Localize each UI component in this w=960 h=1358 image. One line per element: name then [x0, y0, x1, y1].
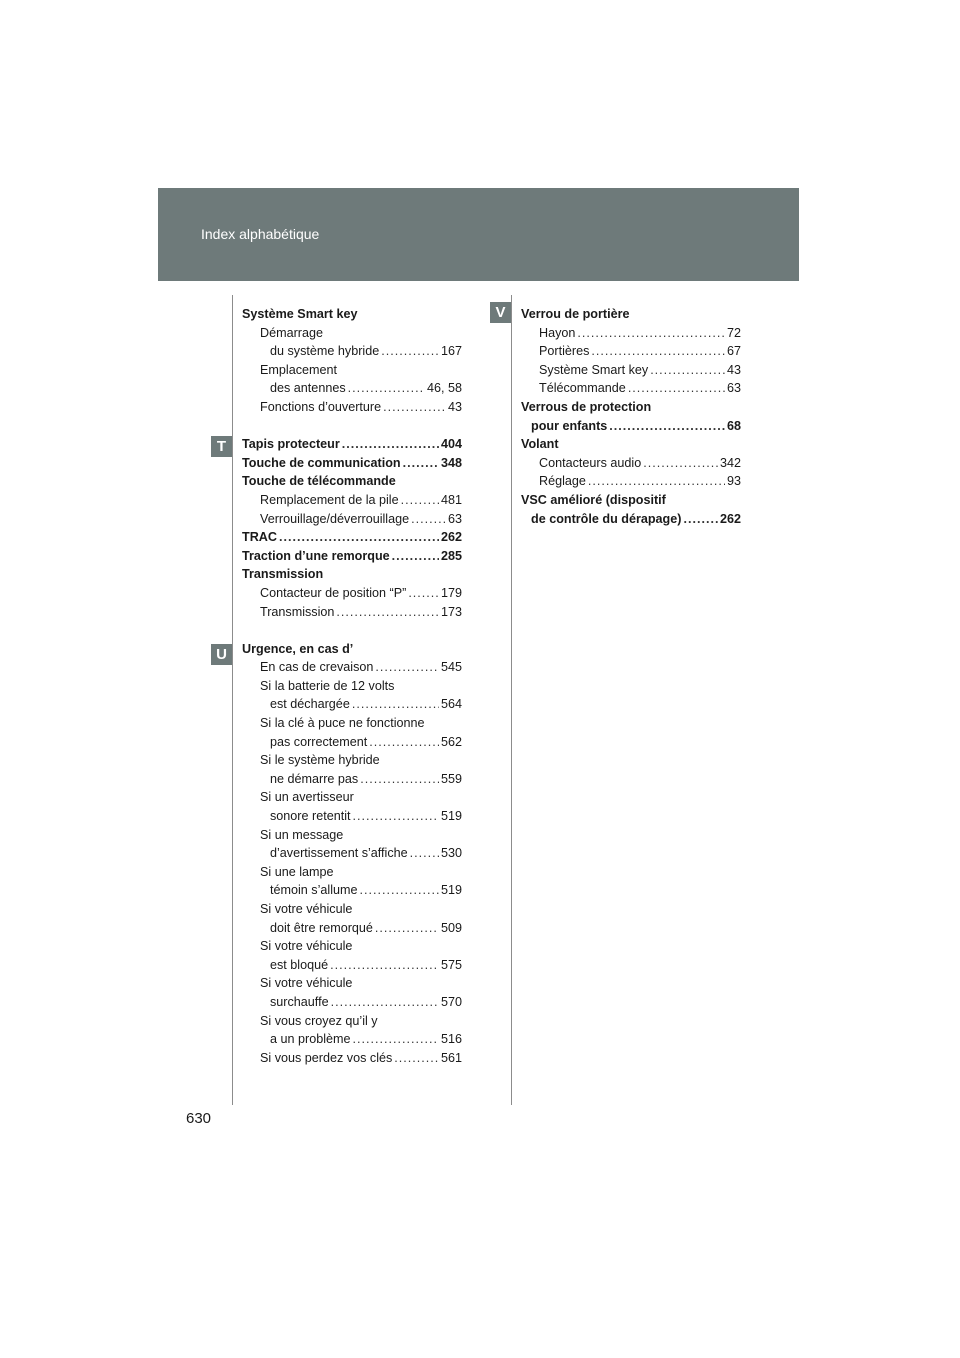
index-entry-text: TRAC — [242, 530, 277, 545]
index-entry-text: Transmission — [242, 567, 324, 582]
dot-leader — [591, 342, 725, 361]
index-entry — [242, 974, 462, 993]
index-column-left — [242, 305, 462, 1067]
dot-leader — [609, 417, 725, 436]
index-entry — [521, 398, 741, 417]
index-entry — [242, 454, 462, 473]
index-entry — [242, 919, 462, 938]
index-entry — [242, 826, 462, 845]
index-entry-text: Tapis protecteur — [242, 437, 340, 452]
letter-tab-v: V — [490, 302, 511, 323]
dot-leader — [410, 844, 439, 863]
dot-leader — [353, 1030, 439, 1049]
index-entry-page[interactable]: 63 — [726, 381, 741, 396]
column-divider-left — [232, 295, 233, 1105]
index-entry — [242, 956, 462, 975]
index-entry — [242, 603, 462, 622]
index-entry — [242, 751, 462, 770]
index-entry-text: d’avertissement s’affiche — [270, 846, 408, 861]
index-entry-text: Si la clé à puce ne fonctionne — [260, 716, 425, 731]
column-divider-middle — [511, 295, 512, 1105]
index-entry-page[interactable]: 519 — [440, 809, 462, 824]
dot-leader — [375, 919, 439, 938]
index-entry — [242, 993, 462, 1012]
index-entry-page[interactable]: 348 — [440, 455, 462, 470]
index-entry-text: Si la batterie de 12 volts — [260, 678, 395, 693]
letter-tab-t: T — [211, 436, 232, 457]
index-entry-text: Contacteur de position “P” — [260, 585, 407, 600]
index-entry-page[interactable]: 509 — [440, 920, 462, 935]
index-entry-text: Si votre véhicule — [260, 976, 353, 991]
index-entry — [242, 342, 462, 361]
index-entry-text: est déchargée — [270, 697, 350, 712]
index-entry-page[interactable]: 43 — [447, 399, 462, 414]
index-entry — [242, 361, 462, 380]
index-entry — [521, 491, 741, 510]
index-entry — [242, 528, 462, 547]
index-entry-page[interactable]: 167 — [440, 344, 462, 359]
index-entry-text: a un problème — [270, 1032, 351, 1047]
index-entry-text: Remplacement de la pile — [260, 492, 399, 507]
index-entry-page[interactable]: 559 — [440, 771, 462, 786]
page-number: 630 — [186, 1110, 212, 1127]
dot-leader — [369, 733, 439, 752]
index-entry — [242, 863, 462, 882]
index-entry — [242, 695, 462, 714]
index-entry-text: Touche de communication — [242, 455, 401, 470]
index-entry-text: Si votre véhicule — [260, 902, 353, 916]
index-entry — [242, 1030, 462, 1049]
dot-leader — [279, 528, 439, 547]
index-entry-text: Traction d’une remorque — [242, 548, 390, 563]
index-entry-text: Si vous croyez qu’il y — [260, 1013, 378, 1028]
index-entry-text: Système Smart key — [539, 362, 649, 377]
index-entry-page[interactable]: 519 — [440, 883, 462, 898]
index-entry-page[interactable]: 262 — [440, 530, 462, 545]
index-entry-text: témoin s’allume — [270, 883, 358, 898]
index-entry-page[interactable]: 285 — [440, 548, 462, 563]
index-entry-page[interactable]: 481 — [440, 492, 462, 507]
index-entry-text: surchauffe — [270, 994, 329, 1009]
index-entry-text: Verrous de protection — [521, 399, 652, 414]
index-entry — [521, 342, 741, 361]
index-entry-text: Réglage — [539, 474, 586, 489]
index-entry-page[interactable]: 179 — [440, 585, 462, 600]
index-entry — [242, 640, 462, 659]
index-entry — [521, 454, 741, 473]
index-entry-text: des antennes — [270, 381, 346, 396]
index-entry-text: VSC amélioré (dispositif — [521, 492, 666, 507]
index-entry — [242, 844, 462, 863]
index-entry — [521, 472, 741, 491]
index-entry-text: ne démarre pas — [270, 771, 359, 786]
index-entry-text: Verrou de portière — [521, 307, 630, 321]
group-spacer — [242, 417, 462, 436]
index-entry — [521, 435, 741, 454]
page-header — [158, 188, 799, 281]
index-entry-page[interactable]: 575 — [440, 957, 462, 972]
dot-leader — [403, 454, 439, 473]
index-entry — [521, 417, 741, 436]
index-entry — [242, 435, 462, 454]
index-entry-page[interactable]: 43 — [726, 362, 741, 377]
index-entry-text: du système hybride — [270, 344, 380, 359]
index-entry-text: Fonctions d’ouverture — [260, 399, 382, 414]
index-entry — [242, 881, 462, 900]
index-entry — [242, 1049, 462, 1068]
index-entry-page[interactable]: 46, 58 — [426, 381, 462, 396]
index-entry-text: Contacteurs audio — [539, 455, 642, 470]
dot-leader — [408, 584, 439, 603]
index-entry-page[interactable]: 262 — [719, 511, 741, 526]
index-entry-page[interactable]: 342 — [719, 455, 741, 470]
index-entry — [242, 900, 462, 919]
index-entry — [521, 361, 741, 380]
index-entry-page[interactable]: 68 — [726, 418, 741, 433]
index-entry — [242, 770, 462, 789]
index-entry-text: de contrôle du dérapage) — [531, 511, 682, 526]
dot-leader — [392, 547, 439, 566]
index-entry — [242, 324, 462, 343]
dot-leader — [348, 379, 425, 398]
dot-leader — [650, 361, 725, 380]
index-entry — [242, 658, 462, 677]
index-entry — [521, 324, 741, 343]
index-list-left — [242, 305, 462, 1067]
index-entry — [242, 937, 462, 956]
index-entry-text: Transmission — [260, 604, 335, 619]
index-entry-text: Télécommande — [539, 381, 626, 396]
index-entry — [242, 305, 462, 324]
index-entry-text: Système Smart key — [242, 307, 358, 321]
dot-leader — [628, 379, 725, 398]
index-entry — [242, 565, 462, 584]
index-entry — [521, 305, 741, 324]
index-entry-page[interactable]: 63 — [447, 511, 462, 526]
letter-tab-u: U — [211, 644, 232, 665]
dot-leader — [360, 881, 439, 900]
index-entry-text: pas correctement — [270, 734, 368, 749]
index-list-right — [521, 305, 741, 528]
index-entry — [242, 547, 462, 566]
index-entry — [242, 379, 462, 398]
index-entry-page[interactable]: 67 — [726, 344, 741, 359]
index-column-right — [521, 305, 741, 528]
index-entry-text: Touche de télécommande — [242, 474, 396, 489]
dot-leader — [331, 993, 439, 1012]
index-entry-page[interactable]: 93 — [726, 474, 741, 489]
index-entry-page[interactable]: 516 — [440, 1032, 462, 1047]
index-entry-text: Urgence, en cas d’ — [242, 641, 354, 656]
index-entry-text: Si vous perdez vos clés — [260, 1050, 393, 1065]
dot-leader — [352, 695, 439, 714]
index-entry-text: est bloqué — [270, 957, 329, 972]
index-entry-text: doit être remorqué — [270, 920, 373, 935]
index-entry — [242, 510, 462, 529]
dot-leader — [381, 342, 439, 361]
index-entry-text: Si un message — [260, 827, 344, 842]
index-entry-text: Emplacement — [260, 362, 337, 377]
index-entry — [242, 1012, 462, 1031]
index-entry — [521, 510, 741, 529]
dot-leader — [360, 770, 439, 789]
index-entry — [242, 677, 462, 696]
dot-leader — [342, 435, 439, 454]
index-entry-page[interactable]: 404 — [440, 437, 462, 452]
index-entry-page[interactable]: 564 — [440, 697, 462, 712]
index-entry-text: Portières — [539, 344, 590, 359]
index-entry-text: Si votre véhicule — [260, 939, 353, 954]
index-entry-text: Si le système hybride — [260, 753, 380, 768]
index-entry — [242, 714, 462, 733]
index-entry — [521, 379, 741, 398]
dot-leader — [330, 956, 439, 975]
index-entry-text: pour enfants — [531, 418, 608, 433]
index-entry-page[interactable]: 562 — [440, 734, 462, 749]
index-entry-text: Volant — [521, 437, 559, 452]
dot-leader — [383, 398, 446, 417]
index-entry — [242, 491, 462, 510]
index-entry-page[interactable]: 72 — [726, 325, 741, 340]
dot-leader — [411, 510, 446, 529]
dot-leader — [401, 491, 439, 510]
dot-leader — [577, 324, 725, 343]
dot-leader — [353, 807, 439, 826]
index-entry — [242, 807, 462, 826]
group-spacer — [242, 621, 462, 640]
index-entry-page[interactable]: 545 — [440, 660, 462, 675]
index-entry — [242, 472, 462, 491]
dot-leader — [588, 472, 725, 491]
index-entry-text: Démarrage — [260, 325, 323, 340]
index-entry-text: En cas de crevaison — [260, 660, 374, 675]
dot-leader — [683, 510, 718, 529]
index-entry — [242, 733, 462, 752]
dot-leader — [336, 603, 439, 622]
index-entry — [242, 398, 462, 417]
dot-leader — [394, 1049, 439, 1068]
index-entry — [242, 788, 462, 807]
index-entry-text: Si une lampe — [260, 864, 334, 879]
index-entry-text: sonore retentit — [270, 809, 351, 824]
dot-leader — [375, 658, 439, 677]
index-entry-text: Hayon — [539, 325, 576, 340]
index-entry — [242, 584, 462, 603]
header-title: Index alphabétique — [201, 226, 320, 242]
index-entry-text: Si un avertisseur — [260, 790, 354, 805]
index-entry-page[interactable]: 530 — [440, 846, 462, 861]
index-entry-text: Verrouillage/déverrouillage — [260, 511, 410, 526]
index-entry-page[interactable]: 570 — [440, 994, 462, 1009]
index-entry-page[interactable]: 173 — [440, 604, 462, 619]
dot-leader — [643, 454, 718, 473]
index-entry-page[interactable]: 561 — [440, 1050, 462, 1065]
